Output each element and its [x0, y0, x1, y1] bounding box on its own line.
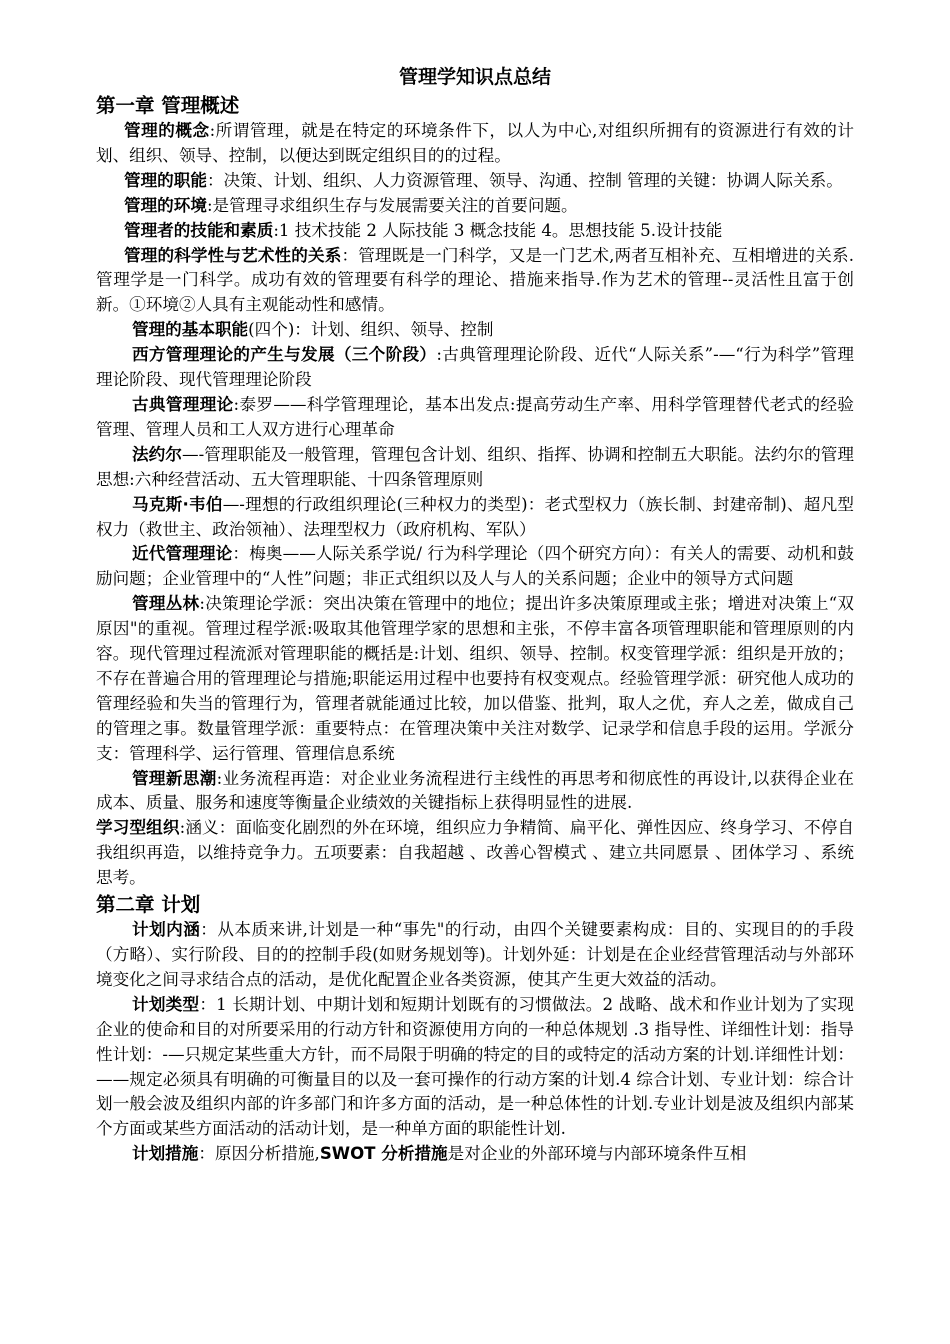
- paragraph-text: 是对企业的外部环境与内部环境条件互相: [447, 1144, 747, 1164]
- document-title: 管理学知识点总结: [398, 66, 551, 88]
- term-label: 学习型组织: [96, 818, 180, 838]
- term-label: 管理新思潮: [132, 768, 217, 788]
- term-label: 西方管理理论的产生与发展（三个阶段）: [132, 345, 437, 365]
- term-label: 管理者的技能和素质: [124, 220, 274, 240]
- term-label: 马克斯·韦伯: [132, 494, 223, 514]
- paragraph-weber: [96, 493, 854, 543]
- paragraph-management-functions: [96, 169, 854, 194]
- paragraph-text: (四个)：计划、组织、领导、控制: [248, 320, 494, 340]
- paragraph-text: ：决策、计划、组织、人力资源管理、领导、沟通、控制 管理的关键：协调人际关系。: [206, 170, 843, 190]
- term-label: 管理的基本职能: [132, 320, 249, 340]
- paragraph-text: :泰罗——科学管理理论，基本出发点:提高劳动生产率、用科学管理替代老式的经验管理、管理人员和工人双方进行心理革命: [96, 394, 854, 439]
- chapter-heading-1: 第一章 管理概述: [96, 94, 240, 117]
- paragraph-text: :是管理寻求组织生存与发展需要关注的首要问题。: [206, 195, 578, 215]
- paragraph-plan-measures: [96, 1142, 854, 1167]
- term-label: 计划类型: [132, 994, 200, 1014]
- paragraph-text: ：从本质来讲,计划是一种“事先"的行动，由四个关键要素构成：目的、实现目的的手段（方略）、实行阶段、目的的控制手段(如财务规划等)。计划外延：计划是在企业经营管理活动与外部环境变化之间寻求结合点的活动，是优化配置企业各类资源，使其产生更大效益的活动。: [96, 920, 855, 989]
- chapter-heading-2: 第二章 计划: [96, 893, 201, 917]
- paragraph-text: ：管理既是一门科学，又是一门艺术,两者互相补充、互相增进的关系.管理学是一门科学。成功有效的管理要有科学的理论、措施来指导.作为艺术的管理--灵活性且富于创新。①环境②人具有主观能动性和感情。: [96, 245, 854, 315]
- paragraph-text: :所谓管理，就是在特定的环境条件下，以人为中心,对组织所拥有的资源进行有效的计划、组织、领导、控制，以便达到既定组织目的的过程。: [96, 121, 855, 165]
- paragraph-management-environment: [96, 194, 854, 219]
- paragraph-text: :古典管理理论阶段、近代“人际关系”-—“行为科学”管理理论阶段、现代管理理论阶段: [96, 345, 854, 390]
- paragraph-text: :1 技术技能 2 人际技能 3 概念技能 4。思想技能 5.设计技能: [273, 220, 723, 240]
- term-label: 管理的职能: [124, 170, 207, 190]
- term-label-swot: SWOT 分析措施: [319, 1144, 448, 1164]
- paragraph-text: —-理想的行政组织理论(三种权力的类型)：老式型权力（族长制、封建帝制)、超凡型权力（救世主、政治领袖）、法理型权力（政府机构、军队）: [96, 494, 854, 539]
- paragraph-western-theory: [96, 343, 854, 393]
- term-label: 近代管理理论: [132, 544, 233, 564]
- term-label: 管理的概念: [124, 121, 210, 140]
- paragraph-manager-skills: [96, 219, 854, 244]
- paragraph-management-concept: [96, 119, 854, 169]
- paragraph-text: :业务流程再造：对企业业务流程进行主线性的再思考和彻底性的再设计,以获得企业在成本、质量、服务和速度等衡量企业绩效的关键指标上获得明显性的进展.: [96, 768, 854, 813]
- term-label: 计划内涵: [132, 920, 201, 940]
- term-label: 管理的科学性与艺术性的关系: [124, 245, 342, 265]
- paragraph-text: :决策理论学派：突出决策在管理中的地位；提出许多决策原理或主张；增进对决策上“双原因"的重视。管理过程学派:吸取其他管理学家的思想和主张，不停丰富各项管理职能和管理原则的内容。现代管理过程流派对管理职能的概括是:计划、组织、领导、控制。权变管理学派：组织是开放的；不存在普遍合用的管理理论与措施;职能运用过程中也要持有权变观点。经验管理学派：研究他人成功的管理经验和失当的管理行为，管理者就能通过比较，加以借鉴、批判，取人之优，弃人之差，做成自己的管理之事。数量管理学派：重要特点：在管理决策中关注对数学、记录学和信息手段的运用。学派分支：管理科学、运行管理、管理信息系统: [96, 594, 855, 763]
- paragraph-science-and-art: [96, 244, 854, 319]
- paragraph-learning-organization: [96, 816, 854, 891]
- paragraph-management-jungle: [96, 592, 854, 766]
- term-label: 计划措施: [132, 1144, 199, 1164]
- paragraph-fayol: [96, 443, 854, 493]
- paragraph-text: ：原因分析措施,: [198, 1144, 320, 1164]
- paragraph-text: ：1 长期计划、中期计划和短期计划既有的习惯做法。2 战略、战术和作业计划为了实现企业的使命和目的对所要采用的行动方针和资源使用方向的一种总体规划 .3 指导性、详细性计划：指导性计划：-—只规定某些重大方针，而不局限于明确的特定的目的或特定的活动方案的计划.详细性计划：——规定必须具有明确的可衡量目的以及一套可操作的行动方案的计划.4 综合计划、专业计划：综合计划一般会波及组织内部的许多部门和许多方面的活动，是一种总体性的计划.专业计划是波及组织内部某个方面或某些方面活动的活动计划，是一种单方面的职能性计划.: [96, 994, 854, 1139]
- term-label: 管理的环境: [124, 195, 207, 215]
- paragraph-plan-types: [96, 993, 854, 1142]
- term-label: 古典管理理论: [132, 394, 234, 414]
- paragraph-text: :涵义：面临变化剧烈的外在环境，组织应力争精简、扁平化、弹性因应、终身学习、不停自我组织再造，以维持竞争力。五项要素：自我超越 、改善心智模式 、建立共同愿景 、团体学习 、系统思考。: [96, 818, 855, 888]
- paragraph-plan-connotation: [96, 918, 854, 993]
- paragraph-new-thinking: [96, 767, 854, 817]
- paragraph-modern-theory: [96, 542, 854, 592]
- paragraph-classical-theory: [96, 393, 854, 443]
- paragraph-basic-functions: [96, 318, 854, 343]
- paragraph-text: ：梅奥——人际关系学说/ 行为科学理论（四个研究方向）：有关人的需要、动机和鼓励问题；企业管理中的“人性”问题；非正式组织以及人与人的关系问题；企业中的领导方式问题: [96, 544, 854, 589]
- paragraph-text: —-管理职能及一般管理，管理包含计划、组织、指挥、协调和控制五大职能。法约尔的管理思想:六种经营活动、五大管理职能、十四条管理原则: [96, 444, 855, 489]
- term-label: 法约尔: [132, 444, 182, 464]
- term-label: 管理丛林: [132, 594, 200, 614]
